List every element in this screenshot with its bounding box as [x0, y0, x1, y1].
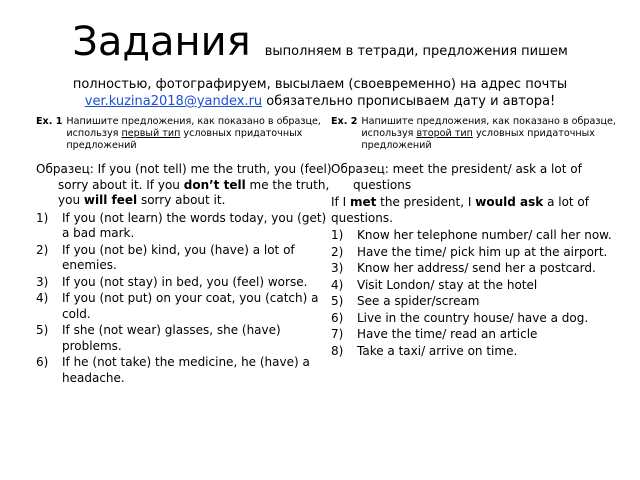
list-item [36, 243, 334, 274]
item-text: Know her telephone number/ call her now. [357, 228, 612, 242]
subtitle-part1: выполняем в тетради, предложения пишем [264, 44, 568, 59]
item-number: 5) [331, 294, 344, 308]
ex2-sample-bold1: met [349, 195, 377, 209]
list-item [36, 355, 334, 386]
ex1-task-b: условных придаточных предложений [66, 128, 303, 151]
item-text: If you (not be) kind, you (have) a lot of enemies. [62, 242, 295, 272]
list-item [331, 294, 631, 310]
list-item [331, 327, 631, 343]
title-line [0, 18, 640, 76]
item-number: 7) [331, 327, 344, 341]
list-item [331, 311, 631, 327]
page-title: Задания [72, 19, 251, 65]
ex1-instruction [66, 116, 334, 152]
item-text: If you (not stay) in bed, you (feel) worse. [62, 274, 308, 289]
list-item [36, 211, 334, 242]
list-item [331, 245, 631, 261]
list-item [36, 323, 334, 354]
subtitle-part2: полностью, фотографируем, высылаем (своевременно) на адрес почты [72, 77, 568, 92]
ex2-sample-a: If I [331, 195, 347, 209]
item-number: 6) [36, 355, 49, 369]
item-number: 3) [331, 261, 344, 275]
item-number: 2) [36, 242, 49, 257]
item-text: If she (not wear) glasses, she (have) problems. [62, 323, 281, 353]
subtitle-part3: обязательно прописываем дату и автора! [266, 94, 556, 109]
item-text: If you (not put) on your coat, you (catch) a cold. [62, 291, 319, 321]
item-number: 4) [331, 277, 344, 292]
ex2-list [331, 228, 631, 359]
ex1-sample [36, 162, 334, 209]
ex2-sample-bold2: would ask [475, 195, 544, 209]
item-text: Take a taxi/ arrive on time. [357, 343, 518, 358]
ex1-sample-bold2: will feel [83, 193, 138, 207]
email-link[interactable]: ver.kuzina2018@yandex.ru [84, 94, 263, 109]
subtitle-body [0, 76, 640, 110]
item-number: 2) [331, 244, 344, 259]
item-number: 6) [331, 310, 344, 325]
ex1-task-underlined: первый тип [121, 128, 181, 139]
item-number: 3) [36, 274, 49, 289]
item-text: Have the time/ read an article [357, 327, 538, 341]
ex2-task-underlined: второй тип [416, 128, 473, 139]
item-number: 1) [331, 228, 344, 242]
ex2-sample: Образец: meet the president/ ask a lot of questions [331, 162, 582, 192]
ex2-number: Ex. 2 [331, 116, 358, 127]
list-item [331, 261, 631, 277]
exercise-1 [36, 116, 334, 387]
ex1-task-a: Напишите предложения, как показано в образце, используя [66, 116, 321, 139]
item-text: If you (not learn) the words today, you (get) a bad mark. [62, 210, 327, 240]
list-item [331, 344, 631, 360]
ex2-task-a: Напишите предложения, как показано в образце, используя [361, 116, 616, 139]
item-text: See a spider/scream [357, 294, 480, 308]
item-text: If he (not take) the medicine, he (have) a headache. [62, 355, 310, 385]
item-text: Visit London/ stay at the hotel [357, 277, 538, 292]
exercise-2 [331, 116, 631, 360]
list-item [331, 228, 631, 244]
item-number: 8) [331, 343, 344, 358]
item-text: Live in the country house/ have a dog. [357, 310, 589, 325]
ex1-sample-d: sorry about it. [140, 193, 226, 207]
ex1-sample-c: me the truth, you [58, 177, 330, 207]
item-number: 1) [36, 210, 49, 225]
ex2-sample-d: a lot of questions. [331, 195, 589, 225]
ex1-sample-bold1: don’t tell [183, 177, 246, 192]
ex1-task [36, 116, 334, 152]
item-number: 5) [36, 323, 49, 337]
header [0, 18, 640, 110]
list-item [36, 275, 334, 291]
list-item [331, 278, 631, 294]
list-item [36, 291, 334, 322]
item-number: 4) [36, 291, 49, 305]
ex2-sample-c: the president, I [380, 195, 472, 209]
ex2-sample-answer [331, 195, 631, 226]
ex1-number: Ex. 1 [36, 116, 63, 127]
ex2-instruction [361, 116, 631, 152]
ex1-list [36, 211, 334, 387]
ex1-sample-a: Образец: If you (not tell) me the truth, you (feel) sorry about it. If you [36, 162, 332, 192]
item-text: Have the time/ pick him up at the airport. [357, 244, 608, 259]
item-text: Know her address/ send her a postcard. [357, 261, 596, 275]
ex2-task [331, 116, 631, 152]
ex2-task-b: условных придаточных предложений [361, 128, 595, 151]
